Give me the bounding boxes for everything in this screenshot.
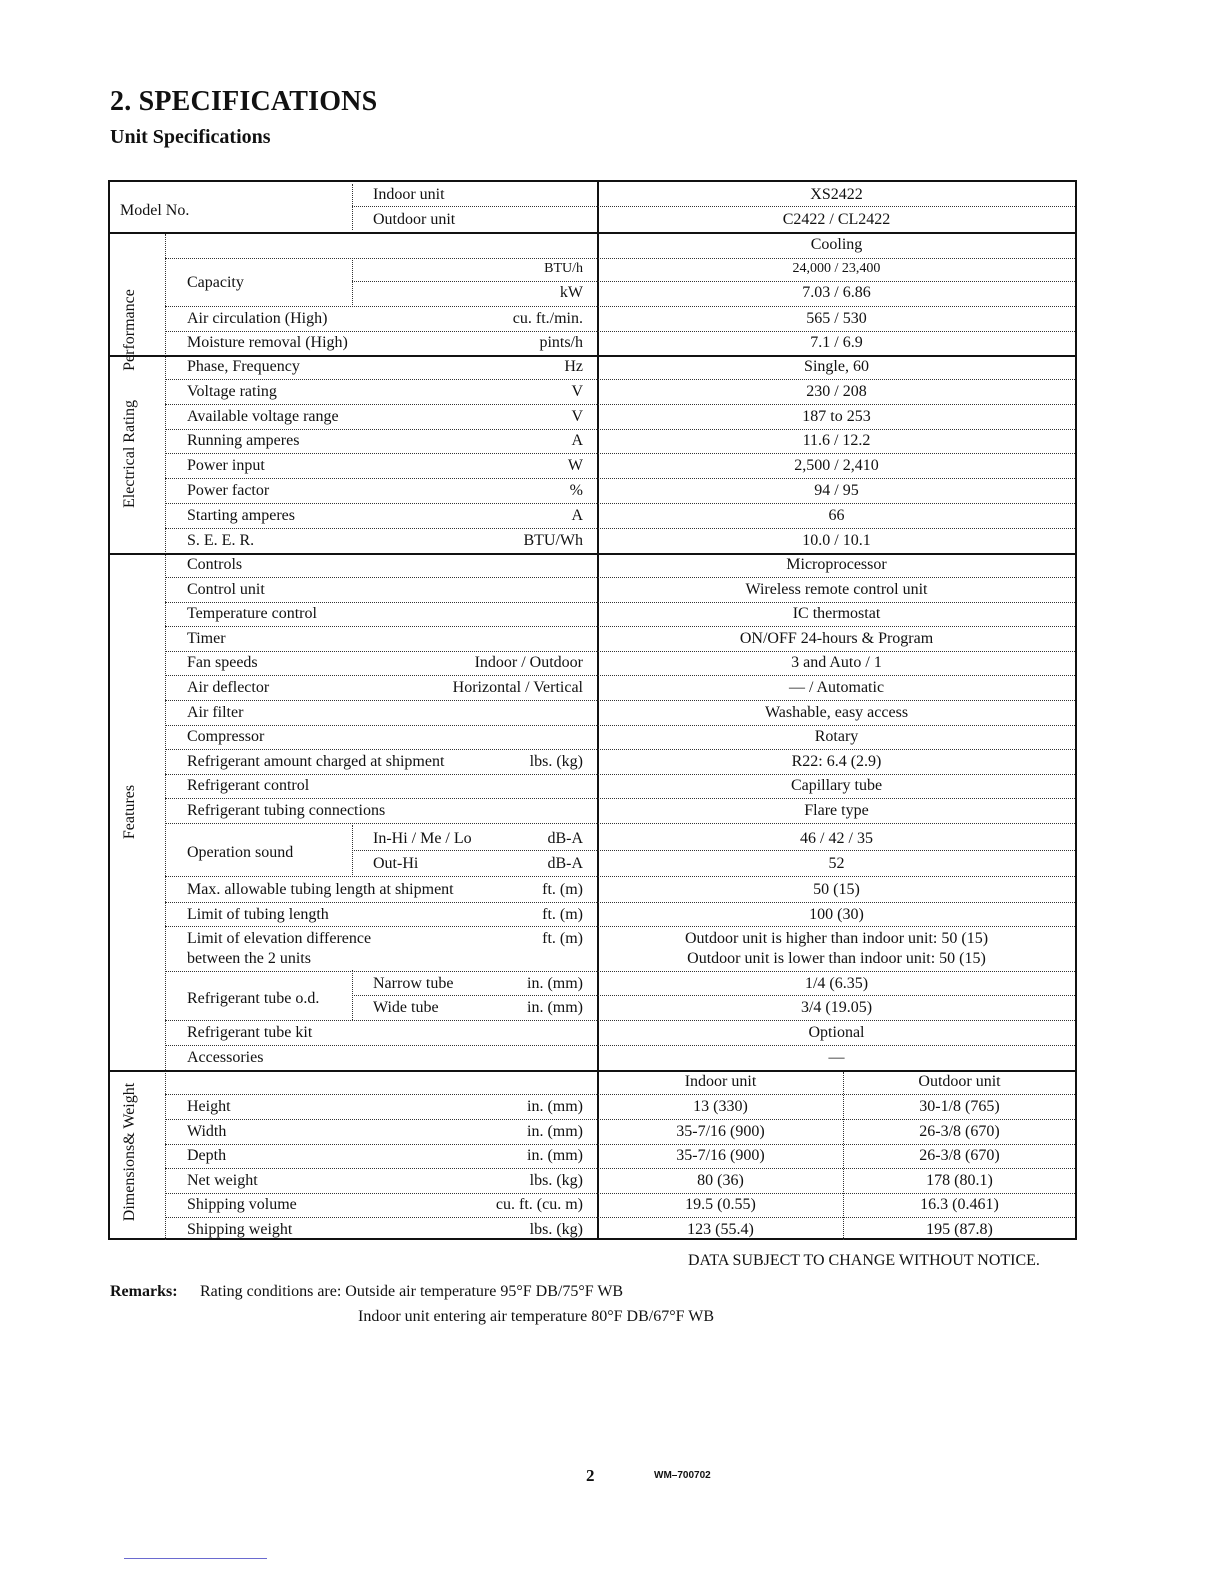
sound-indoor-value: 46 / 42 / 35 (800, 830, 873, 847)
row-label: Compressor (187, 728, 265, 746)
capacity-label: Capacity (187, 274, 244, 291)
dim-outdoor-value: 195 (87.8) (926, 1221, 993, 1238)
row-divider (165, 749, 1075, 750)
row-divider (165, 503, 1075, 504)
row-label: Refrigerant control (187, 777, 310, 795)
elevation-label-2: between the 2 units (187, 950, 311, 967)
row-label: Starting amperes (187, 506, 295, 524)
row-divider (165, 429, 1075, 430)
wide-tube-unit: in. (mm) (527, 999, 583, 1016)
limit-tubing-unit: ft. (m) (542, 906, 583, 923)
row-value: — / Automatic (788, 679, 885, 696)
row-label: Control unit (187, 580, 265, 598)
row-label: Air filter (187, 703, 244, 721)
capacity-unit-kw: kW (559, 284, 583, 301)
row-value: IC thermostat (792, 605, 881, 623)
dim-indoor-value: 35-7/16 (900) (676, 1122, 765, 1140)
row-divider (165, 700, 1075, 701)
row-value: Capillary tube (790, 777, 883, 795)
row-divider (165, 675, 1075, 676)
section-subtitle: Unit Specifications (110, 126, 271, 148)
row-unit: Hz (564, 358, 583, 375)
capacity-value-kw: 7.03 / 6.86 (802, 284, 871, 301)
sound-indoor-label: In-Hi / Me / Lo (373, 830, 472, 847)
dim-label: Shipping volume (187, 1196, 297, 1214)
row-value: Flare type (804, 802, 869, 819)
remarks-label: Remarks: (110, 1283, 178, 1300)
row-divider (165, 379, 1075, 380)
elevation-label-1: Limit of elevation difference (187, 930, 372, 947)
narrow-tube-label: Narrow tube (373, 975, 454, 992)
max-tubing-unit: ft. (m) (542, 881, 583, 898)
row-value: Single, 60 (804, 358, 869, 375)
sound-outdoor-label: Out-Hi (373, 855, 419, 872)
row-divider (165, 602, 1075, 603)
page-number: 2 (586, 1466, 595, 1485)
tube-od-label: Refrigerant tube o.d. (187, 990, 320, 1007)
air-circulation-label: Air circulation (High) (187, 310, 328, 327)
row-label: Timer (187, 629, 226, 647)
row-value: Optional (808, 1024, 865, 1041)
elevation-value-1: Outdoor unit is higher than indoor unit: 50 (15) (684, 930, 989, 947)
row-value: 187 to 253 (802, 407, 871, 425)
wide-tube-label: Wide tube (373, 999, 439, 1016)
dim-outdoor-value: 30-1/8 (765) (919, 1098, 1000, 1115)
row-value: 2,500 / 2,410 (794, 457, 879, 475)
dim-divider (165, 1144, 1075, 1145)
row-label: Accessories (187, 1049, 264, 1066)
dim-outdoor-value: 26-3/8 (670) (919, 1122, 1000, 1140)
row-unit: lbs. (kg) (529, 752, 583, 770)
dim-unit: in. (mm) (527, 1122, 583, 1140)
row-unit: W (567, 457, 583, 475)
moisture-removal-value: 7.1 / 6.9 (810, 334, 863, 351)
row-label: Refrigerant tubing connections (187, 802, 386, 819)
sound-outdoor-unit: dB-A (547, 855, 583, 872)
outdoor-unit-label: Outdoor unit (373, 211, 456, 228)
group-divider (165, 234, 166, 1240)
dim-indoor-value: 19.5 (0.55) (685, 1196, 756, 1214)
dim-divider (165, 1217, 1075, 1218)
footer-rule (124, 1558, 267, 1559)
dim-label: Height (187, 1098, 231, 1115)
group-label-performance: Performance (121, 289, 138, 371)
row-unit: BTU/Wh (523, 531, 583, 549)
row-divider (165, 798, 1075, 799)
dim-indoor-value: 123 (55.4) (687, 1221, 754, 1238)
dim-unit: in. (mm) (527, 1098, 583, 1115)
dim-outdoor-value: 26-3/8 (670) (919, 1147, 1000, 1165)
row-value: Wireless remote control unit (745, 580, 928, 598)
outdoor-model-value: C2422 / CL2422 (782, 211, 891, 228)
dim-unit: lbs. (kg) (529, 1171, 583, 1189)
row-divider (165, 404, 1075, 405)
dim-outdoor-value: 178 (80.1) (926, 1171, 993, 1189)
row-value: Rotary (814, 728, 859, 746)
row-divider (165, 626, 1075, 627)
row-unit: Indoor / Outdoor (474, 654, 583, 672)
dim-indoor-value: 35-7/16 (900) (676, 1147, 765, 1165)
group-label-electrical: Electrical Rating (121, 400, 138, 508)
row-divider (165, 725, 1075, 726)
row-divider (165, 453, 1075, 454)
row-divider (165, 651, 1075, 652)
indoor-model-value: XS2422 (810, 186, 863, 203)
row-unit: A (571, 506, 583, 524)
wide-tube-value: 3/4 (19.05) (800, 999, 873, 1016)
max-tubing-label: Max. allowable tubing length at shipment (187, 881, 454, 898)
row-divider (165, 577, 1075, 578)
dim-indoor-header: Indoor unit (684, 1073, 757, 1090)
remarks-line-1: Rating conditions are: Outside air temperature 95°F DB/75°F WB (200, 1283, 624, 1300)
row-divider (165, 774, 1075, 775)
moisture-removal-label: Moisture removal (High) (187, 334, 348, 351)
row-label: Air deflector (187, 679, 270, 696)
row-value: 3 and Auto / 1 (791, 654, 882, 672)
sound-outdoor-value: 52 (828, 855, 845, 872)
row-label: S. E. E. R. (187, 531, 255, 549)
group-label-dimensions: Dimensions& Weight (121, 1082, 138, 1222)
dim-indoor-value: 13 (330) (693, 1098, 748, 1115)
limit-tubing-label: Limit of tubing length (187, 906, 329, 923)
group-label-features: Features (121, 784, 138, 840)
row-label: Controls (187, 556, 243, 573)
row-label: Power factor (187, 482, 270, 499)
row-label: Temperature control (187, 605, 317, 623)
spec-table (108, 180, 1077, 1240)
moisture-removal-unit: pints/h (539, 334, 583, 351)
document-number: WM–700702 (654, 1470, 711, 1481)
limit-tubing-value: 100 (30) (809, 906, 864, 923)
row-label: Voltage rating (187, 382, 277, 400)
data-notice: DATA SUBJECT TO CHANGE WITHOUT NOTICE. (688, 1252, 1040, 1269)
row-value: Washable, easy access (764, 703, 909, 721)
model-label: Model No. (120, 202, 190, 219)
model-divider (352, 184, 353, 230)
dim-label: Net weight (187, 1171, 258, 1189)
row-value: 94 / 95 (814, 482, 859, 499)
air-circulation-value: 565 / 530 (806, 310, 867, 327)
row-label: Phase, Frequency (187, 358, 300, 375)
row-label: Running amperes (187, 432, 300, 450)
row-label: Power input (187, 457, 265, 475)
row-label: Fan speeds (187, 654, 258, 672)
row-value: 230 / 208 (806, 382, 867, 400)
row-unit: V (571, 407, 583, 425)
dim-label: Depth (187, 1147, 227, 1165)
dim-indoor-value: 80 (36) (697, 1171, 744, 1189)
row-value: R22: 6.4 (2.9) (791, 752, 882, 770)
row-value: ON/OFF 24-hours & Program (739, 629, 934, 647)
dim-unit: lbs. (kg) (529, 1221, 583, 1238)
capacity-value-btu: 24,000 / 23,400 (792, 261, 881, 276)
row-unit: V (571, 382, 583, 400)
dim-label: Width (187, 1122, 227, 1140)
operation-sound-label: Operation sound (187, 844, 294, 861)
dim-outdoor-header: Outdoor unit (918, 1073, 1001, 1090)
row-value: 10.0 / 10.1 (802, 531, 871, 549)
row-divider (165, 1045, 1075, 1046)
indoor-unit-label: Indoor unit (373, 186, 445, 203)
row-label: Refrigerant amount charged at shipment (187, 752, 445, 770)
row-divider (165, 528, 1075, 529)
dim-divider (165, 1193, 1075, 1194)
row-value: — (828, 1049, 845, 1066)
dim-label: Shipping weight (187, 1221, 293, 1238)
dim-unit: in. (mm) (527, 1147, 583, 1165)
capacity-unit-btu: BTU/h (544, 261, 583, 276)
narrow-tube-unit: in. (mm) (527, 975, 583, 992)
row-unit: A (571, 432, 583, 450)
row-divider (165, 823, 1075, 824)
row-label: Available voltage range (187, 407, 339, 425)
sound-indoor-unit: dB-A (547, 830, 583, 847)
max-tubing-value: 50 (15) (813, 881, 860, 898)
row-value: Microprocessor (786, 556, 887, 573)
page-title: 2. SPECIFICATIONS (110, 86, 378, 117)
mode-value: Cooling (810, 236, 863, 253)
dim-outdoor-value: 16.3 (0.461) (920, 1196, 999, 1214)
air-circulation-unit: cu. ft./min. (512, 310, 583, 327)
dim-divider (165, 1168, 1075, 1169)
row-unit: Horizontal / Vertical (452, 679, 583, 696)
capacity-divider (352, 260, 353, 305)
row-divider (165, 478, 1075, 479)
narrow-tube-value: 1/4 (6.35) (804, 975, 869, 992)
row-unit: % (569, 482, 583, 499)
elevation-unit: ft. (m) (542, 930, 583, 947)
remarks-line-2: Indoor unit entering air temperature 80°F DB/67°F WB (358, 1308, 714, 1325)
elevation-value-2: Outdoor unit is lower than indoor unit: 50 (15) (687, 950, 986, 967)
row-value: 66 (828, 506, 845, 524)
row-label: Refrigerant tube kit (187, 1024, 313, 1041)
dim-unit: cu. ft. (cu. m) (495, 1196, 583, 1214)
row-value: 11.6 / 12.2 (802, 432, 871, 450)
dim-divider (165, 1119, 1075, 1120)
